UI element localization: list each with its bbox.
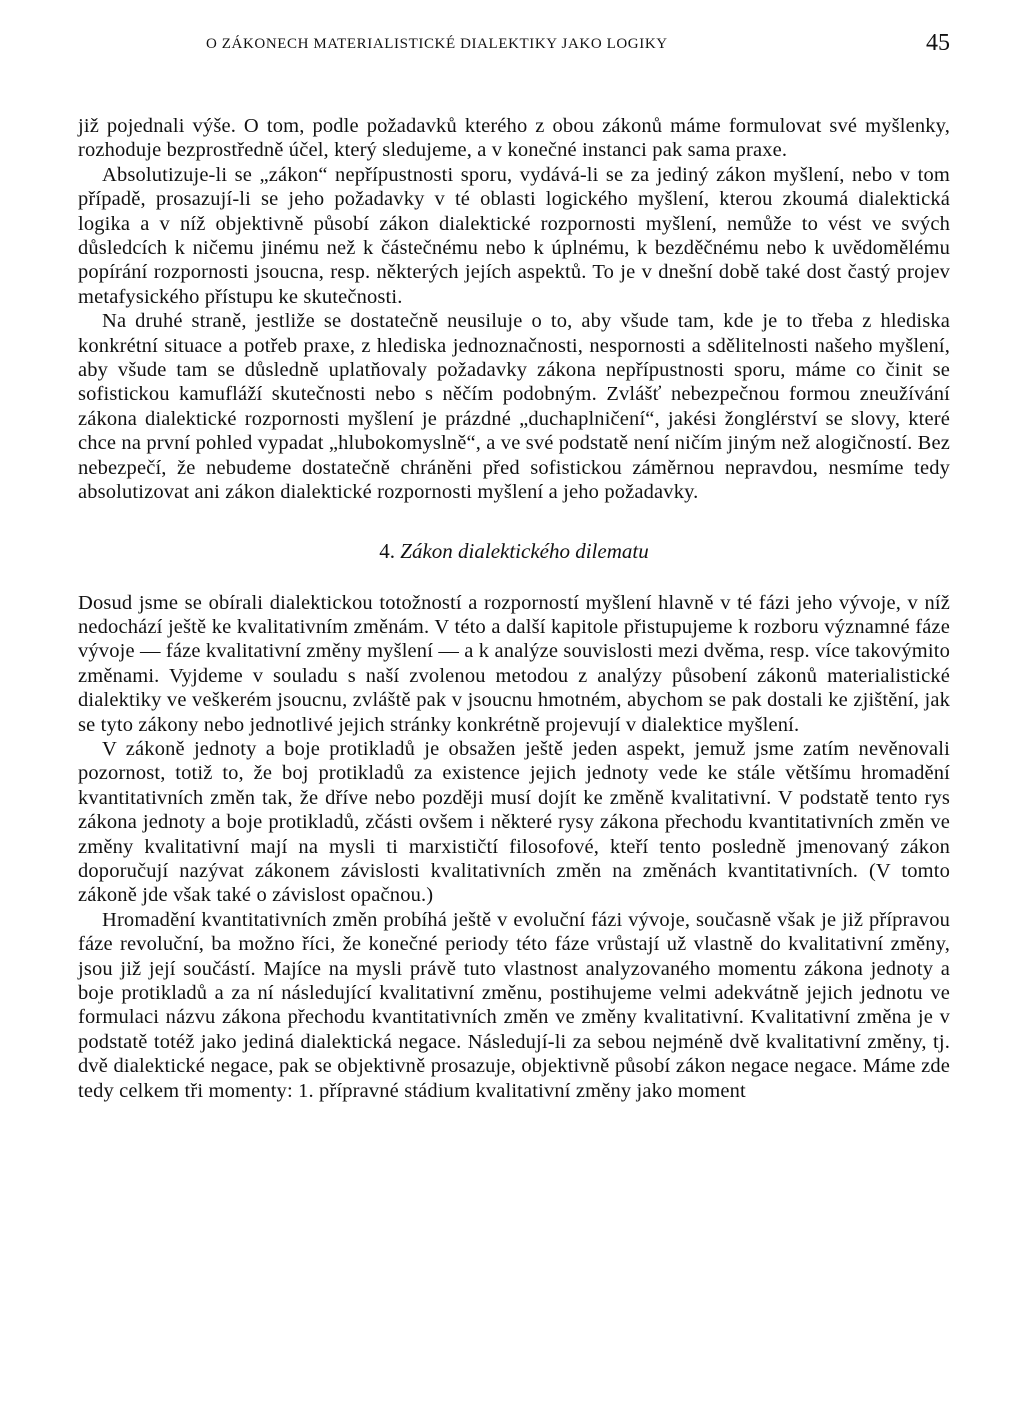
paragraph: Hromadění kvantitativních změn probíhá ještě v evoluční fázi vývoje, současně však je již přípravou fáze revoluční, ba možno říci, že konečné periody této fáze vrůstají už vlastně do kvalitativní změny, jsou již její součástí. Majíce na mysli právě tuto vlastnost analyzovaného momentu zákona jednoty a boje protikladů a za ní následující kvalitativní změnu, postihujeme velmi adekvátně jejich jednotu ve formulaci názvu zákona přechodu kvantitativních změn ve změny kvalitativní. Kvalitativní změna je v podstatě totéž jako jediná dialektická negace. Následují-li za sebou nejméně dvě kvalitativní změny, tj. dvě dialektické negace, pak se objektivně prosazuje, objektivně působí zákon negace negace. Máme zde tedy celkem tři momenty: 1. přípravné stádium kvalitativní změny jako moment [78, 908, 950, 1102]
paragraph: Absolutizuje-li se „zákon“ nepřípustnosti sporu, vydává-li se za jediný zákon myšlení, nebo v tom případě, prosazují-li se jeho požadavky v té oblasti logického myšlení, kterou zkoumá dialektická logika a v níž objektivně působí zákon dialektické rozpornosti myšlení, nemůže to vést ve svých důsledcích k ničemu jinému než k částečnému nebo k úplnému, k bezděčnému nebo k uvědomělému popírání rozpornosti jsoucna, resp. některých jejích aspektů. To je v dnešní době také dost častý projev metafysického přístupu ke skutečnosti. [78, 163, 950, 308]
paragraph: již pojednali výše. O tom, podle požadavků kterého z obou zákonů máme formulovat své myšlenky, rozhoduje bezprostředně účel, který sledujeme, a v konečné instanci pak sama praxe. [78, 115, 950, 162]
page-number: 45 [926, 30, 950, 56]
section-title: Zákon dialektického dilematu [400, 538, 649, 563]
running-title: O ZÁKONECH MATERIALISTICKÉ DIALEKTIKY JAKO LOGIKY [206, 36, 668, 52]
section-number: 4. [379, 538, 396, 563]
paragraph: Dosud jsme se obírali dialektickou totožností a rozporností myšlení hlavně v té fázi jeho vývoje, v níž nedochází ještě ke kvalitativním změnám. V této a další kapitole přistupujeme k rozboru významné fáze vývoje — fáze kvalitativní změny myšlení — a k analýze souvislosti mezi dvěma, resp. více takovýmito změnami. Vyjdeme v souladu s naší zvolenou metodou z analýzy působení zákonů materialistické dialektiky ve veškerém jsoucnu, zvláště pak v jsoucnu hmotném, abychom se pak dostali ke zjištění, jak se tyto zákony nebo jednotlivé jejich stránky konkrétně projevují v dialektice myšlení. [78, 591, 950, 736]
section-heading [78, 539, 950, 563]
running-head [78, 30, 950, 64]
paragraph: V zákoně jednoty a boje protikladů je obsažen ještě jeden aspekt, jemuž jsme zatím nevěnovali pozornost, totiž to, že boj protikladů za existence jejich jednoty vede ke stále většímu hromadění kvantitativních změn tak, že dříve nebo později musí dojít ke změně kvalitativní. V podstatě tento rys zákona jednoty a boje protikladů, zčásti ovšem i některé rysy zákona přechodu kvantitativních změn ve změny kvalitativní mají na mysli ti marxističtí filosofové, kteří tento posledně jmenovaný zákon doporučují nazývat zákonem závislosti kvalitativních změn na změnách kvantitativních. (V tomto zákoně jde však také o závislost opačnou.) [78, 737, 950, 907]
page [78, 30, 950, 1103]
paragraph: Na druhé straně, jestliže se dostatečně neusiluje o to, aby všude tam, kde je to třeba z hlediska konkrétní situace a potřeb praxe, z hlediska jednoznačnosti, nespornosti a sdělitelnosti našeho myšlení, aby všude tam se důsledně uplatňovaly požadavky zákona nepřípustnosti sporu, máme co činit se sofistickou kamufláží skutečnosti nebo s něčím podobným. Zvlášť nebezpečnou formou zneužívání zákona dialektické rozpornosti myšlení je prázdné „duchaplničení“, jakési žonglérství se slovy, které chce na první pohled vypadat „hlubokomyslně“, a ve své podstatě není ničím jiným než alogičností. Bez nebezpečí, že nebudeme dostatečně chráněni před sofistickou záměrnou nepravdou, nesmíme tedy absolutizovat ani zákon dialektické rozpornosti myšlení a jeho požadavky. [78, 310, 950, 504]
